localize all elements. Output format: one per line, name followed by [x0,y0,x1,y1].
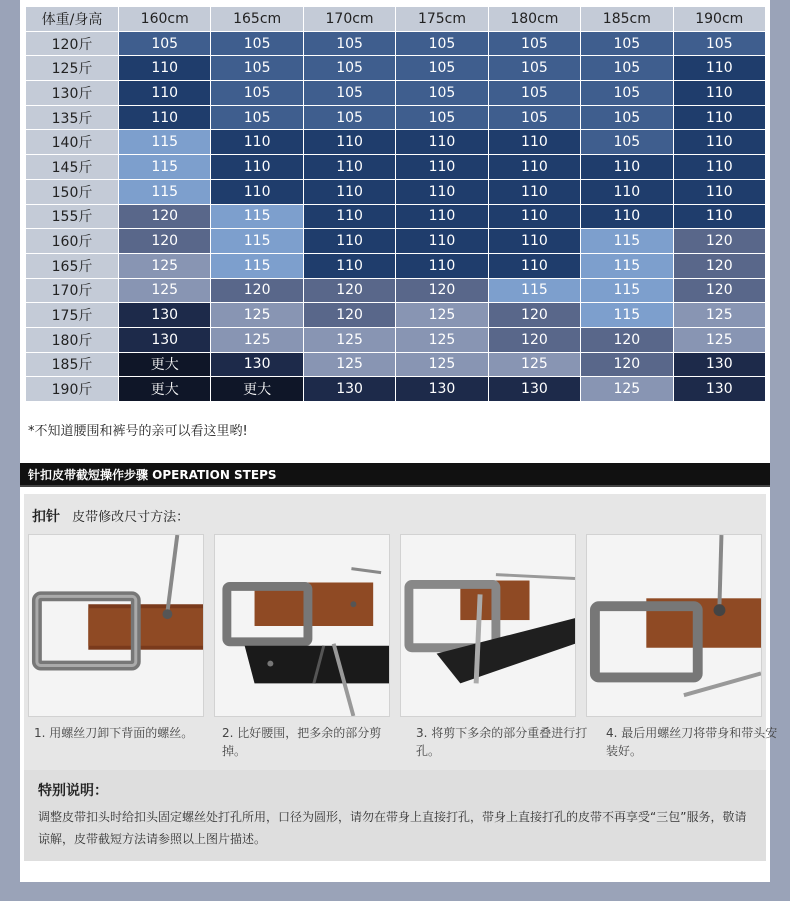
size-cell: 125 [211,327,303,352]
size-cell: 110 [488,253,580,278]
size-row [26,377,766,402]
size-cell: 110 [673,105,765,130]
size-cell: 105 [581,56,673,81]
size-cell: 130 [673,377,765,402]
instructions-panel [24,494,778,861]
height-header: 160cm [119,7,211,32]
size-cell: 130 [211,352,303,377]
size-cell: 115 [211,204,303,229]
step-2-caption: 2. 比好腰围，把多余的部分剪掉。 [222,726,382,758]
size-note: *不知道腰围和裤号的亲可以看这里哟! [28,424,248,439]
steps-header-bar: 针扣皮带截短操作步骤 OPERATION STEPS [20,463,770,487]
size-cell: 125 [303,327,395,352]
page-container [20,0,778,882]
size-cell: 115 [581,278,673,303]
size-row [26,278,766,303]
size-cell: 120 [488,303,580,328]
size-cell: 130 [303,377,395,402]
size-cell: 105 [211,56,303,81]
size-cell: 110 [396,204,488,229]
weight-label: 170斤 [26,278,119,303]
size-cell: 105 [303,31,395,56]
belt-screwdriver-icon [29,535,203,716]
panel-title-sub: 皮带修改尺寸方法： [72,510,190,525]
size-cell: 115 [119,130,211,155]
size-cell: 110 [303,253,395,278]
size-cell: 更大 [119,352,211,377]
size-cell: 125 [673,303,765,328]
panel-title-main: 扣针 [32,509,60,525]
size-cell: 125 [396,352,488,377]
size-cell: 110 [396,130,488,155]
size-cell: 105 [396,56,488,81]
size-cell: 105 [396,31,488,56]
size-cell: 120 [211,278,303,303]
size-cell: 130 [488,377,580,402]
size-cell: 125 [488,352,580,377]
size-cell: 105 [303,105,395,130]
size-cell: 120 [303,303,395,328]
size-cell: 120 [396,278,488,303]
size-cell: 更大 [119,377,211,402]
size-cell: 110 [673,204,765,229]
size-cell: 125 [396,303,488,328]
size-cell: 125 [119,253,211,278]
size-cell: 110 [673,56,765,81]
size-cell: 125 [303,352,395,377]
height-header: 175cm [396,7,488,32]
size-cell: 更大 [211,377,303,402]
size-cell: 110 [119,81,211,106]
size-cell: 130 [119,327,211,352]
size-cell: 110 [211,155,303,180]
size-cell: 105 [488,81,580,106]
size-cell: 110 [488,130,580,155]
size-cell: 115 [581,229,673,254]
size-cell: 105 [119,31,211,56]
size-chart-header-row [26,7,766,32]
special-notice-title: 特别说明： [38,783,108,799]
size-row [26,31,766,56]
step-3-caption: 3. 将剪下多余的部分重叠进行打孔。 [416,726,588,758]
size-cell: 110 [303,229,395,254]
size-cell: 110 [673,130,765,155]
size-cell: 125 [119,278,211,303]
weight-label: 160斤 [26,229,119,254]
step-3-photo [400,534,576,717]
height-header: 165cm [211,7,303,32]
size-cell: 120 [673,278,765,303]
size-cell: 110 [119,56,211,81]
weight-label: 150斤 [26,179,119,204]
size-row [26,130,766,155]
size-row [26,204,766,229]
size-cell: 105 [396,105,488,130]
size-cell: 105 [303,56,395,81]
size-cell: 110 [488,204,580,229]
size-cell: 125 [396,327,488,352]
size-cell: 120 [581,327,673,352]
weight-label: 120斤 [26,31,119,56]
size-cell: 120 [119,204,211,229]
size-row [26,56,766,81]
weight-label: 155斤 [26,204,119,229]
size-cell: 110 [396,229,488,254]
size-chart-body [26,31,766,401]
panel-title [32,506,189,526]
step-1-caption: 1. 用螺丝刀卸下背面的螺丝。 [34,726,194,740]
size-row [26,179,766,204]
size-cell: 105 [211,31,303,56]
height-header: 180cm [488,7,580,32]
belt-punch-icon [401,535,575,716]
size-cell: 125 [211,303,303,328]
size-cell: 105 [673,31,765,56]
step-4-caption: 4. 最后用螺丝刀将带身和带头安装好。 [606,726,778,758]
size-row [26,253,766,278]
size-cell: 125 [673,327,765,352]
size-cell: 105 [211,105,303,130]
size-cell: 105 [488,56,580,81]
size-cell: 115 [488,278,580,303]
size-row [26,352,766,377]
size-cell: 110 [396,253,488,278]
step-4-photo [586,534,762,717]
size-cell: 110 [396,155,488,180]
size-cell: 120 [303,278,395,303]
weight-label: 180斤 [26,327,119,352]
size-cell: 105 [488,105,580,130]
size-cell: 110 [581,204,673,229]
size-cell: 110 [303,130,395,155]
belt-assemble-icon [587,535,761,716]
size-row [26,155,766,180]
size-cell: 115 [211,253,303,278]
size-cell: 115 [119,155,211,180]
size-cell: 110 [211,179,303,204]
size-cell: 110 [119,105,211,130]
weight-label: 130斤 [26,81,119,106]
size-cell: 110 [488,179,580,204]
size-cell: 110 [488,229,580,254]
size-cell: 105 [396,81,488,106]
weight-label: 145斤 [26,155,119,180]
size-cell: 110 [303,155,395,180]
weight-label: 185斤 [26,352,119,377]
size-cell: 130 [396,377,488,402]
size-cell: 130 [119,303,211,328]
size-row [26,105,766,130]
size-row [26,303,766,328]
size-cell: 115 [119,179,211,204]
size-cell: 110 [488,155,580,180]
special-notice-body: 调整皮带扣头时给扣头固定螺丝处打孔所用，口径为圆形，请勿在带身上直接打孔，带身上直接打孔的皮带不再享受“三包”服务，敬请谅解，皮带截短方法请参照以上图片描述。 [38,810,747,846]
size-cell: 105 [211,81,303,106]
size-cell: 125 [581,377,673,402]
size-cell: 115 [581,303,673,328]
size-row [26,327,766,352]
size-cell: 120 [673,253,765,278]
weight-label: 135斤 [26,105,119,130]
size-cell: 110 [396,179,488,204]
size-row [26,229,766,254]
size-cell: 130 [673,352,765,377]
size-chart-table [25,6,766,402]
size-cell: 120 [581,352,673,377]
size-cell: 110 [673,179,765,204]
weight-label: 125斤 [26,56,119,81]
size-cell: 105 [488,31,580,56]
size-cell: 115 [581,253,673,278]
size-cell: 110 [673,81,765,106]
size-row [26,81,766,106]
size-cell: 110 [303,179,395,204]
height-header: 185cm [581,7,673,32]
size-cell: 110 [303,204,395,229]
size-cell: 110 [581,179,673,204]
weight-label: 190斤 [26,377,119,402]
height-header: 190cm [673,7,765,32]
size-cell: 105 [303,81,395,106]
size-cell: 115 [211,229,303,254]
size-cell: 120 [488,327,580,352]
weight-label: 165斤 [26,253,119,278]
corner-label: 体重/身高 [26,7,119,32]
size-cell: 105 [581,31,673,56]
size-cell: 120 [673,229,765,254]
height-header: 170cm [303,7,395,32]
size-cell: 120 [119,229,211,254]
step-1-photo [28,534,204,717]
size-cell: 110 [673,155,765,180]
size-cell: 105 [581,105,673,130]
step-2-photo [214,534,390,717]
size-cell: 105 [581,81,673,106]
size-cell: 110 [211,130,303,155]
size-cell: 110 [581,155,673,180]
weight-label: 175斤 [26,303,119,328]
weight-label: 140斤 [26,130,119,155]
special-notice [24,770,766,861]
size-cell: 105 [581,130,673,155]
belt-scissors-icon [215,535,389,716]
